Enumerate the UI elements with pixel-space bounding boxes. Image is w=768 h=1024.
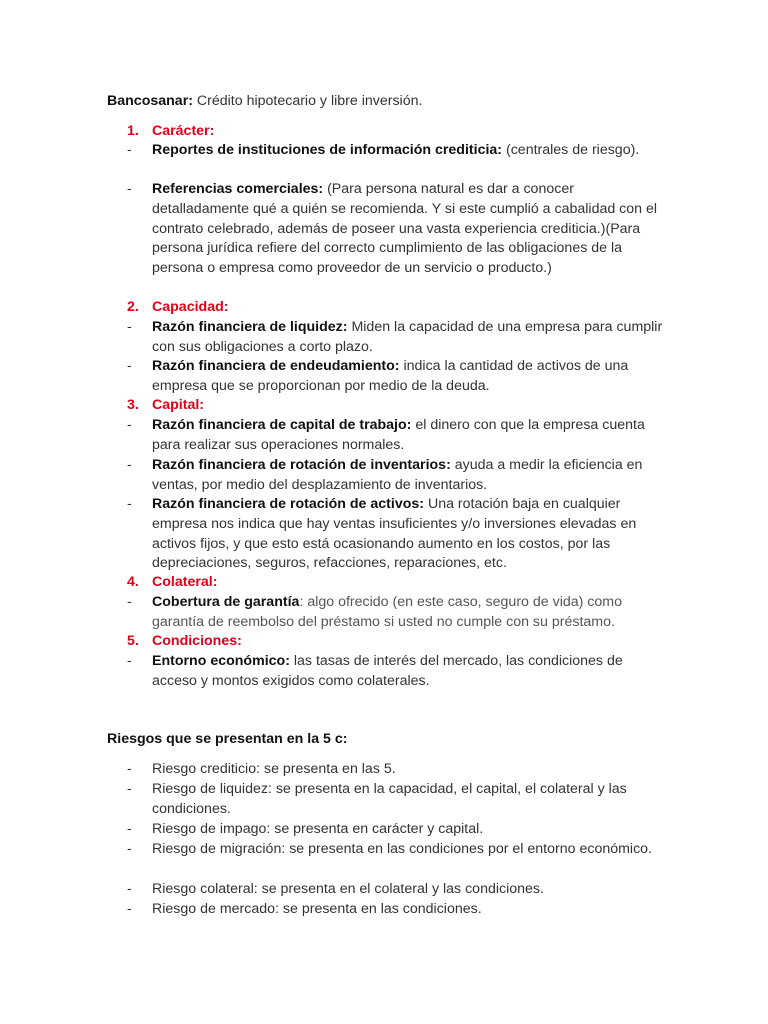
item-text: Una rotación baja en cualquier empresa nos indica que hay ventas insuficientes y/o inversiones elevadas en activos fijos, y que esto está ocasionando aumento en los costos, por las depreciaciones, seguros, refacciones, reparaciones, etc. [152, 496, 637, 572]
risk-item [107, 760, 667, 780]
item-term: Razón financiera de endeudamiento: [152, 358, 400, 374]
section-title: Condiciones: [152, 633, 242, 649]
item-text: el dinero con que la empresa cuenta para realizar sus operaciones normales. [152, 417, 645, 453]
risk-text: Riesgo de liquidez: se presenta en la capacidad, el capital, el colateral y las condiciones. [152, 781, 627, 817]
risk-item [107, 900, 667, 920]
dash-marker: - [127, 821, 132, 837]
item-term: Razón financiera de rotación de activos: [152, 496, 424, 512]
dash-marker: - [127, 781, 132, 797]
dash-marker: - [127, 319, 132, 335]
item-term: Reportes de instituciones de información crediticia: [152, 142, 503, 158]
item-term: Razón financiera de capital de trabajo: [152, 417, 412, 433]
intro-text: Crédito hipotecario y libre inversión. [192, 93, 423, 109]
list-item [107, 141, 667, 161]
section-heading-2 [127, 298, 228, 318]
section-number: 4. [127, 574, 139, 590]
dash-marker: - [127, 142, 132, 158]
list-item [107, 357, 667, 397]
dash-marker: - [127, 594, 132, 610]
item-term: Cobertura de garantía [152, 594, 300, 610]
dash-marker: - [127, 881, 132, 897]
section-number: 5. [127, 633, 139, 649]
section-heading-1 [127, 122, 214, 142]
list-item [107, 593, 667, 633]
section-title: Capacidad: [152, 299, 229, 315]
risk-item [107, 840, 667, 860]
item-term: Referencias comerciales: [152, 181, 324, 197]
list-item [107, 416, 667, 456]
list-item [107, 180, 667, 279]
dash-marker: - [127, 181, 132, 197]
intro-label: Bancosanar: [107, 93, 193, 109]
section-heading-5 [127, 632, 242, 652]
section-heading-3 [127, 396, 204, 416]
item-term: Entorno económico: [152, 653, 290, 669]
item-text: (centrales de riesgo). [502, 142, 640, 158]
risk-text: Riesgo de mercado: se presenta en las condiciones. [152, 901, 482, 917]
dash-marker: - [127, 901, 132, 917]
section-number: 2. [127, 299, 139, 315]
item-text: (Para persona natural es dar a conocer detalladamente qué a quién se recomienda. Y si este cumplió a cabalidad con el contrato celebrado, además de poseer una vasta experiencia crediticia.)(Para persona jurídica refiere del correcto cumplimiento de las obligaciones de la persona o empresa como proveedor de un servicio o producto.) [152, 181, 658, 277]
list-item [107, 456, 667, 496]
risks-heading: Riesgos que se presentan en la 5 c: [107, 731, 348, 747]
risk-item [107, 820, 667, 840]
risk-text: Riesgo colateral: se presenta en el colateral y las condiciones. [152, 881, 544, 897]
dash-marker: - [127, 653, 132, 669]
dash-marker: - [127, 761, 132, 777]
risk-text: Riesgo crediticio: se presenta en las 5. [152, 761, 396, 777]
item-term: Razón financiera de liquidez: [152, 319, 348, 335]
section-number: 3. [127, 397, 139, 413]
list-item [107, 318, 667, 358]
dash-marker: - [127, 841, 132, 857]
dash-marker: - [127, 496, 132, 512]
item-text: Miden la capacidad de una empresa para cumplir con sus obligaciones a corto plazo. [152, 319, 663, 355]
item-text: ayuda a medir la eficiencia en ventas, por medio del desplazamiento de inventarios. [152, 457, 643, 493]
dash-marker: - [127, 457, 132, 473]
item-text: : algo ofrecido (en este caso, seguro de vida) como garantía de reembolso del préstamo si usted no cumple con su préstamo. [152, 594, 622, 630]
section-title: Capital: [152, 397, 205, 413]
section-title: Colateral: [152, 574, 218, 590]
intro-line [107, 92, 422, 112]
item-term: Razón financiera de rotación de inventarios: [152, 457, 451, 473]
dash-marker: - [127, 417, 132, 433]
section-heading-4 [127, 573, 217, 593]
item-text: las tasas de interés del mercado, las condiciones de acceso y montos exigidos como colaterales. [152, 653, 623, 689]
dash-marker: - [127, 358, 132, 374]
risk-item [107, 780, 667, 820]
section-number: 1. [127, 123, 139, 139]
risk-text: Riesgo de impago: se presenta en carácter y capital. [152, 821, 484, 837]
section-title: Carácter: [152, 123, 215, 139]
list-item [107, 652, 667, 692]
risk-item [107, 880, 667, 900]
risk-text: Riesgo de migración: se presenta en las condiciones por el entorno económico. [152, 841, 653, 857]
item-text: indica la cantidad de activos de una empresa que se proporcionan por medio de la deuda. [152, 358, 629, 394]
list-item [107, 495, 667, 574]
